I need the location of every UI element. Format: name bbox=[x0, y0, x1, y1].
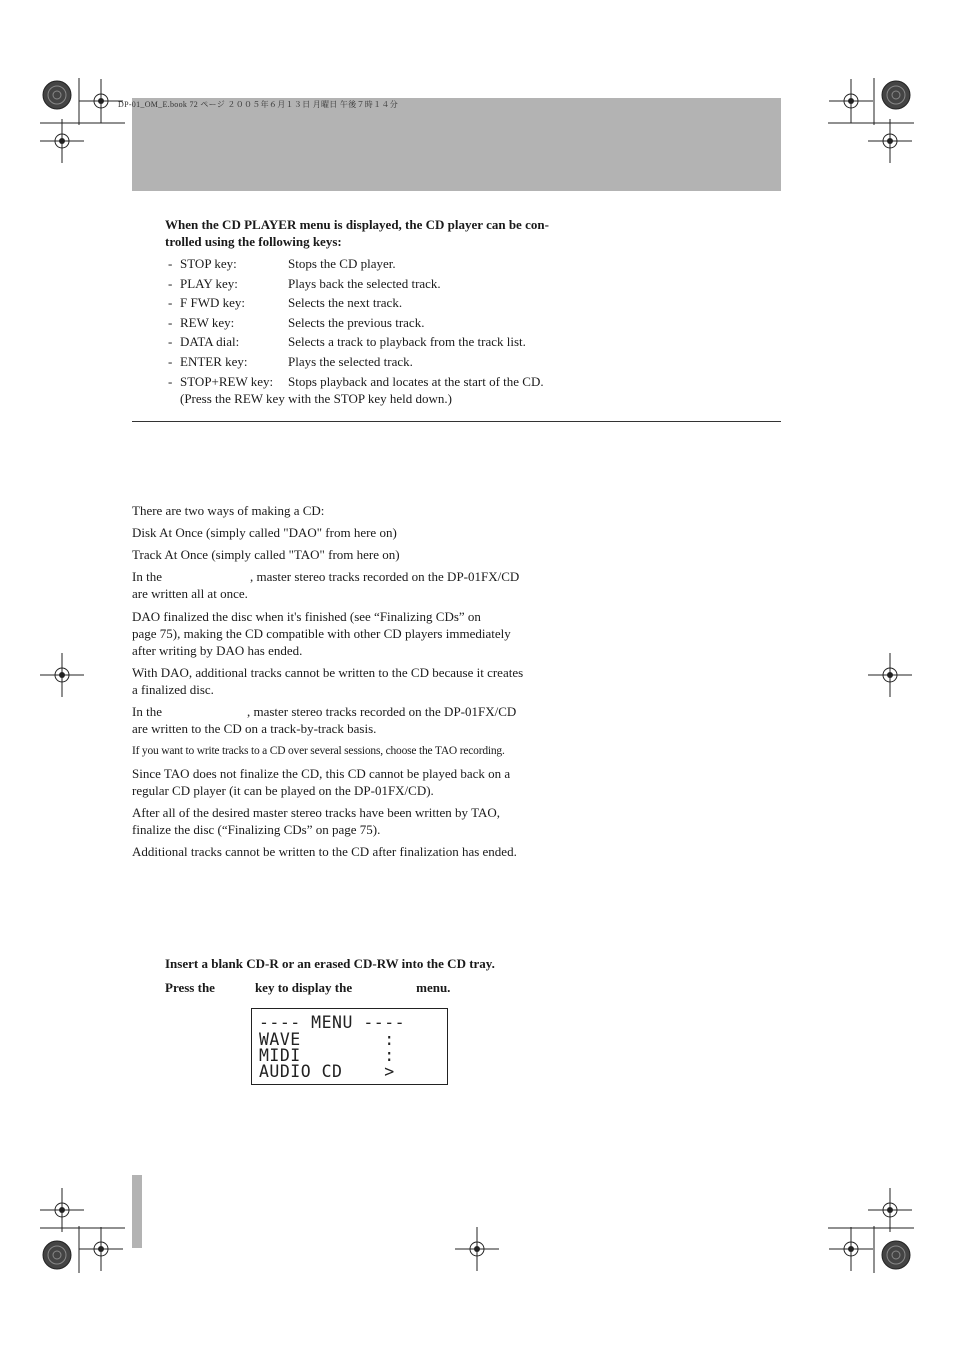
side-tab bbox=[132, 1175, 142, 1248]
paragraph: Track At Once (simply called "TAO" from here on) bbox=[132, 547, 400, 562]
key-row-stop-rew: - STOP+REW key: Stops playback and locates at the start of the CD. bbox=[168, 374, 544, 389]
key-row-play: - PLAY key: Plays back the selected track. bbox=[168, 276, 441, 291]
cd-player-intro-line2: trolled using the following keys: bbox=[165, 234, 342, 249]
lcd-display bbox=[251, 1008, 448, 1085]
paragraph: Disk At Once (simply called "DAO" from here on) bbox=[132, 525, 397, 540]
lcd-line-midi: MIDI : bbox=[259, 1046, 395, 1065]
paragraph: regular CD player (it can be played on the DP-01FX/CD). bbox=[132, 783, 434, 798]
key-row-ffwd: - F FWD key: Selects the next track. bbox=[168, 295, 403, 310]
step-2: Press the key to display the menu. bbox=[165, 980, 451, 995]
paragraph: are written all at once. bbox=[132, 586, 248, 601]
paragraph: a finalized disc. bbox=[132, 682, 214, 697]
key-note: (Press the REW key with the STOP key held down.) bbox=[180, 391, 453, 406]
paragraph: page 75), making the CD compatible with other CD players immediately bbox=[132, 626, 511, 641]
cd-player-intro-line1: When the CD PLAYER menu is displayed, the CD player can be con- bbox=[165, 217, 549, 232]
paragraph: DAO finalized the disc when it's finished (see “Finalizing CDs” on bbox=[132, 609, 481, 624]
paragraph: after writing by DAO has ended. bbox=[132, 643, 303, 658]
key-row-rew: - REW key: Selects the previous track. bbox=[168, 315, 425, 330]
key-row-enter: - ENTER key: Plays the selected track. bbox=[168, 354, 413, 369]
paragraph: Since TAO does not finalize the CD, this CD cannot be played back on a bbox=[132, 766, 511, 781]
key-row-stop: - STOP key: Stops the CD player. bbox=[168, 256, 396, 271]
paragraph: finalize the disc (“Finalizing CDs” on page 75). bbox=[132, 822, 381, 837]
file-info: DP-01_OM_E.book 72 ページ ２００５年６月１３日 月曜日 午後７時１４分 bbox=[118, 100, 399, 109]
key-row-data-dial: - DATA dial: Selects a track to playback from the track list. bbox=[168, 334, 526, 349]
step-1: Insert a blank CD-R or an erased CD-RW into the CD tray. bbox=[165, 956, 495, 971]
paragraph: With DAO, additional tracks cannot be written to the CD because it creates bbox=[132, 665, 524, 680]
paragraph: In the , master stereo tracks recorded on the DP-01FX/CD bbox=[132, 704, 517, 719]
paragraph: Additional tracks cannot be written to the CD after finalization has ended. bbox=[132, 844, 517, 859]
paragraph: In the , master stereo tracks recorded on the DP-01FX/CD bbox=[132, 569, 520, 584]
paragraph: After all of the desired master stereo tracks have been written by TAO, bbox=[132, 805, 500, 820]
paragraph: are written to the CD on a track-by-track basis. bbox=[132, 721, 377, 736]
lcd-line-wave: WAVE : bbox=[259, 1030, 395, 1049]
lcd-line-audio-cd: AUDIO CD > bbox=[259, 1062, 395, 1081]
paragraph: There are two ways of making a CD: bbox=[132, 503, 325, 518]
paragraph: If you want to write tracks to a CD over several sessions, choose the TAO recording. bbox=[132, 745, 505, 757]
section-divider bbox=[132, 421, 781, 422]
lcd-line-title: ---- MENU ---- bbox=[259, 1013, 406, 1032]
